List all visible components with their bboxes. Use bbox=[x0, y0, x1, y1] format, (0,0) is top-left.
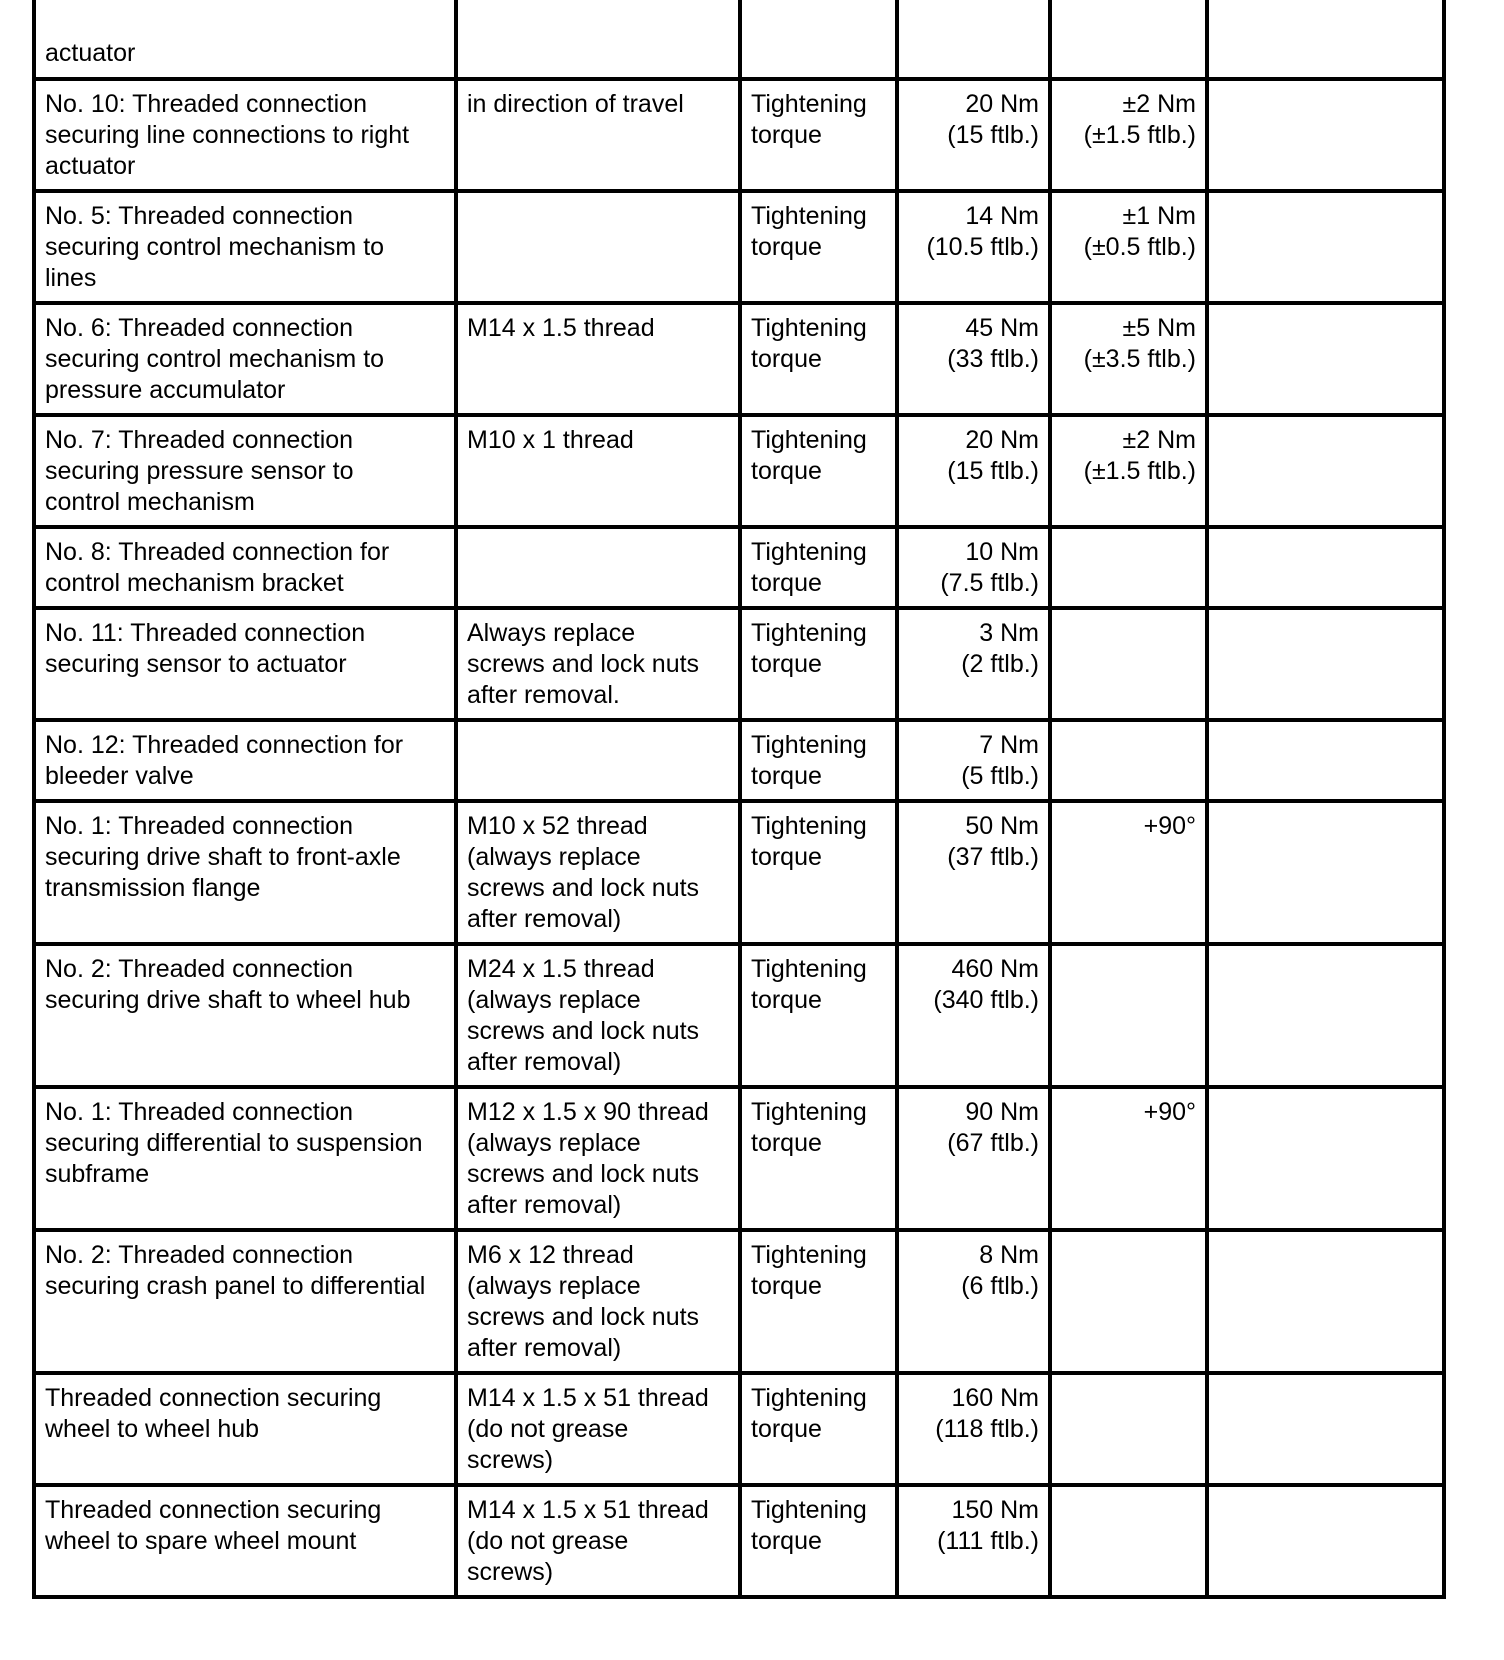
component-text-line: No. 12: Threaded connection for bbox=[45, 731, 404, 759]
table-row bbox=[34, 1230, 1444, 1373]
note-cell bbox=[456, 0, 740, 79]
note-text-line: after removal) bbox=[467, 905, 622, 933]
note-text-line: screws) bbox=[467, 1446, 554, 1474]
note-text-line: (always replace bbox=[467, 843, 641, 871]
note-text-line: (always replace bbox=[467, 986, 641, 1014]
spec-type-cell bbox=[740, 801, 897, 944]
spec-type-text-line: torque bbox=[751, 1415, 822, 1443]
note-text-line: M10 x 1 thread bbox=[467, 426, 634, 454]
torque-value-cell bbox=[897, 191, 1050, 303]
note-text-line: (do not grease bbox=[467, 1527, 629, 1555]
torque-value-text-line: 10 Nm bbox=[965, 538, 1039, 566]
component-text-line: actuator bbox=[45, 39, 136, 67]
component-text-line: securing crash panel to differential bbox=[45, 1272, 426, 1300]
torque-value-cell bbox=[897, 720, 1050, 801]
spec-type-cell bbox=[740, 527, 897, 608]
note-cell bbox=[456, 191, 740, 303]
component-text-line: securing line connections to right bbox=[45, 121, 410, 149]
component-text-line: No. 2: Threaded connection bbox=[45, 955, 354, 983]
table-row bbox=[34, 527, 1444, 608]
torque-value-cell bbox=[897, 303, 1050, 415]
torque-value-text-line: (10.5 ftlb.) bbox=[926, 233, 1039, 261]
note-text-line: screws) bbox=[467, 1558, 554, 1586]
component-text-line: lines bbox=[45, 264, 97, 292]
tolerance-cell bbox=[1050, 0, 1207, 79]
note-text-line: screws and lock nuts bbox=[467, 1017, 700, 1045]
tolerance-text-line: (±0.5 ftlb.) bbox=[1083, 233, 1196, 261]
component-text-line: No. 1: Threaded connection bbox=[45, 812, 354, 840]
extra-cell bbox=[1207, 944, 1444, 1087]
spec-type-text-line: torque bbox=[751, 1272, 822, 1300]
torque-value-cell bbox=[897, 1485, 1050, 1597]
torque-value-cell bbox=[897, 79, 1050, 191]
note-cell bbox=[456, 79, 740, 191]
spec-type-cell bbox=[740, 303, 897, 415]
note-text-line: M6 x 12 thread bbox=[467, 1241, 634, 1269]
note-cell bbox=[456, 303, 740, 415]
component-text-line: bleeder valve bbox=[45, 762, 194, 790]
spec-type-text-line: torque bbox=[751, 843, 822, 871]
torque-value-text-line: 150 Nm bbox=[951, 1496, 1039, 1524]
extra-cell bbox=[1207, 608, 1444, 720]
torque-value-text-line: (7.5 ftlb.) bbox=[940, 569, 1039, 597]
note-cell bbox=[456, 1087, 740, 1230]
component-text-line: securing sensor to actuator bbox=[45, 650, 347, 678]
tolerance-cell bbox=[1050, 720, 1207, 801]
component-cell bbox=[34, 944, 456, 1087]
note-text-line: (always replace bbox=[467, 1129, 641, 1157]
component-cell bbox=[34, 720, 456, 801]
torque-value-text-line: 160 Nm bbox=[951, 1384, 1039, 1412]
spec-type-cell bbox=[740, 79, 897, 191]
torque-value-text-line: (6 ftlb.) bbox=[961, 1272, 1039, 1300]
component-cell bbox=[34, 0, 456, 79]
torque-value-text-line: (67 ftlb.) bbox=[947, 1129, 1039, 1157]
table-row bbox=[34, 801, 1444, 944]
component-text-line: securing drive shaft to wheel hub bbox=[45, 986, 411, 1014]
note-text-line: (do not grease bbox=[467, 1415, 629, 1443]
note-cell bbox=[456, 415, 740, 527]
component-cell bbox=[34, 1485, 456, 1597]
component-text-line: securing control mechanism to bbox=[45, 233, 385, 261]
spec-type-cell bbox=[740, 0, 897, 79]
spec-type-text-line: Tightening bbox=[751, 1496, 867, 1524]
component-text-line: Threaded connection securing bbox=[45, 1384, 382, 1412]
spec-type-text-line: torque bbox=[751, 457, 822, 485]
note-cell bbox=[456, 801, 740, 944]
component-cell bbox=[34, 527, 456, 608]
spec-type-cell bbox=[740, 191, 897, 303]
table-body bbox=[34, 0, 1444, 1597]
table-row bbox=[34, 415, 1444, 527]
component-text-line: transmission flange bbox=[45, 874, 261, 902]
component-text-line: No. 1: Threaded connection bbox=[45, 1098, 354, 1126]
spec-type-text-line: torque bbox=[751, 650, 822, 678]
note-text-line: M14 x 1.5 x 51 thread bbox=[467, 1496, 709, 1524]
tolerance-text-line: +90° bbox=[1143, 812, 1196, 840]
extra-cell bbox=[1207, 191, 1444, 303]
tolerance-cell bbox=[1050, 303, 1207, 415]
note-cell bbox=[456, 1230, 740, 1373]
note-text-line: after removal) bbox=[467, 1334, 622, 1362]
spec-type-text-line: Tightening bbox=[751, 314, 867, 342]
spec-type-text-line: torque bbox=[751, 121, 822, 149]
tolerance-cell bbox=[1050, 527, 1207, 608]
spec-type-text-line: torque bbox=[751, 233, 822, 261]
torque-value-cell bbox=[897, 1230, 1050, 1373]
note-text-line: M14 x 1.5 thread bbox=[467, 314, 655, 342]
torque-value-text-line: (15 ftlb.) bbox=[947, 457, 1039, 485]
spec-type-text-line: Tightening bbox=[751, 1241, 867, 1269]
component-text-line: Threaded connection securing bbox=[45, 1496, 382, 1524]
extra-cell bbox=[1207, 415, 1444, 527]
tolerance-text-line: (±1.5 ftlb.) bbox=[1083, 121, 1196, 149]
extra-cell bbox=[1207, 1230, 1444, 1373]
table-row bbox=[34, 1373, 1444, 1485]
table-row bbox=[34, 191, 1444, 303]
extra-cell bbox=[1207, 79, 1444, 191]
component-cell bbox=[34, 191, 456, 303]
component-text-line: control mechanism bracket bbox=[45, 569, 344, 597]
spec-type-text-line: torque bbox=[751, 762, 822, 790]
table-row bbox=[34, 303, 1444, 415]
torque-value-text-line: 90 Nm bbox=[965, 1098, 1039, 1126]
tolerance-cell bbox=[1050, 608, 1207, 720]
table-row bbox=[34, 0, 1444, 79]
torque-specification-table bbox=[32, 0, 1446, 1599]
tolerance-text-line: +90° bbox=[1143, 1098, 1196, 1126]
note-text-line: screws and lock nuts bbox=[467, 874, 700, 902]
spec-type-text-line: Tightening bbox=[751, 955, 867, 983]
spec-type-text-line: Tightening bbox=[751, 619, 867, 647]
component-text-line: No. 10: Threaded connection bbox=[45, 90, 367, 118]
torque-value-text-line: (340 ftlb.) bbox=[933, 986, 1039, 1014]
extra-cell bbox=[1207, 801, 1444, 944]
table-row bbox=[34, 944, 1444, 1087]
torque-value-text-line: 20 Nm bbox=[965, 426, 1039, 454]
component-cell bbox=[34, 415, 456, 527]
spec-type-cell bbox=[740, 720, 897, 801]
note-text-line: M14 x 1.5 x 51 thread bbox=[467, 1384, 709, 1412]
extra-cell bbox=[1207, 1373, 1444, 1485]
spec-type-cell bbox=[740, 1087, 897, 1230]
tolerance-text-line: ±1 Nm bbox=[1122, 202, 1196, 230]
note-text-line: M10 x 52 thread bbox=[467, 812, 648, 840]
torque-value-text-line: 3 Nm bbox=[979, 619, 1039, 647]
torque-value-cell bbox=[897, 527, 1050, 608]
table-row bbox=[34, 1087, 1444, 1230]
component-cell bbox=[34, 1230, 456, 1373]
component-cell bbox=[34, 801, 456, 944]
component-text-line: control mechanism bbox=[45, 488, 255, 516]
table-row bbox=[34, 79, 1444, 191]
torque-value-text-line: (111 ftlb.) bbox=[937, 1527, 1039, 1555]
torque-value-text-line: 460 Nm bbox=[951, 955, 1039, 983]
torque-value-text-line: (5 ftlb.) bbox=[961, 762, 1039, 790]
component-cell bbox=[34, 303, 456, 415]
table-row bbox=[34, 608, 1444, 720]
spec-type-text-line: Tightening bbox=[751, 90, 867, 118]
note-text-line: (always replace bbox=[467, 1272, 641, 1300]
component-text-line: No. 6: Threaded connection bbox=[45, 314, 354, 342]
extra-cell bbox=[1207, 720, 1444, 801]
component-text-line: No. 8: Threaded connection for bbox=[45, 538, 390, 566]
torque-value-text-line: 20 Nm bbox=[965, 90, 1039, 118]
torque-value-text-line: 7 Nm bbox=[979, 731, 1039, 759]
tolerance-text-line: ±5 Nm bbox=[1122, 314, 1196, 342]
extra-cell bbox=[1207, 1087, 1444, 1230]
component-cell bbox=[34, 608, 456, 720]
torque-value-text-line: (118 ftlb.) bbox=[935, 1415, 1039, 1443]
torque-value-cell bbox=[897, 415, 1050, 527]
note-cell bbox=[456, 1485, 740, 1597]
spec-type-text-line: Tightening bbox=[751, 1384, 867, 1412]
note-cell bbox=[456, 527, 740, 608]
table-row bbox=[34, 1485, 1444, 1597]
note-text-line: screws and lock nuts bbox=[467, 1160, 700, 1188]
torque-value-cell bbox=[897, 608, 1050, 720]
spec-type-text-line: torque bbox=[751, 345, 822, 373]
component-cell bbox=[34, 1087, 456, 1230]
spec-type-cell bbox=[740, 1485, 897, 1597]
spec-type-text-line: torque bbox=[751, 569, 822, 597]
component-text-line: actuator bbox=[45, 152, 136, 180]
extra-cell bbox=[1207, 0, 1444, 79]
torque-value-text-line: (2 ftlb.) bbox=[961, 650, 1039, 678]
component-text-line: wheel to spare wheel mount bbox=[45, 1527, 357, 1555]
spec-type-text-line: Tightening bbox=[751, 538, 867, 566]
component-cell bbox=[34, 79, 456, 191]
note-text-line: after removal) bbox=[467, 1191, 622, 1219]
spec-type-cell bbox=[740, 944, 897, 1087]
tolerance-text-line: ±2 Nm bbox=[1122, 426, 1196, 454]
extra-cell bbox=[1207, 303, 1444, 415]
tolerance-cell bbox=[1050, 79, 1207, 191]
component-cell bbox=[34, 1373, 456, 1485]
note-text-line: in direction of travel bbox=[467, 90, 684, 118]
spec-type-text-line: Tightening bbox=[751, 426, 867, 454]
spec-type-text-line: Tightening bbox=[751, 1098, 867, 1126]
torque-value-cell bbox=[897, 1087, 1050, 1230]
note-text-line: M24 x 1.5 thread bbox=[467, 955, 655, 983]
component-text-line: No. 11: Threaded connection bbox=[45, 619, 366, 647]
torque-value-text-line: (33 ftlb.) bbox=[947, 345, 1039, 373]
torque-value-text-line: 8 Nm bbox=[979, 1241, 1039, 1269]
torque-value-cell bbox=[897, 1373, 1050, 1485]
tolerance-cell bbox=[1050, 191, 1207, 303]
component-text-line: wheel to wheel hub bbox=[45, 1415, 260, 1443]
note-text-line: after removal. bbox=[467, 681, 620, 709]
torque-value-cell bbox=[897, 944, 1050, 1087]
torque-value-text-line: (37 ftlb.) bbox=[947, 843, 1039, 871]
table-row bbox=[34, 720, 1444, 801]
tolerance-cell bbox=[1050, 1230, 1207, 1373]
note-text-line: screws and lock nuts bbox=[467, 1303, 700, 1331]
component-text-line: securing differential to suspension bbox=[45, 1129, 423, 1157]
torque-value-text-line: (15 ftlb.) bbox=[947, 121, 1039, 149]
torque-value-text-line: 50 Nm bbox=[965, 812, 1039, 840]
torque-value-cell bbox=[897, 801, 1050, 944]
note-cell bbox=[456, 608, 740, 720]
component-text-line: No. 7: Threaded connection bbox=[45, 426, 354, 454]
component-text-line: securing pressure sensor to bbox=[45, 457, 354, 485]
spec-type-cell bbox=[740, 1373, 897, 1485]
note-cell bbox=[456, 944, 740, 1087]
tolerance-cell bbox=[1050, 1485, 1207, 1597]
note-text-line: after removal) bbox=[467, 1048, 622, 1076]
tolerance-text-line: ±2 Nm bbox=[1122, 90, 1196, 118]
torque-value-cell bbox=[897, 0, 1050, 79]
note-cell bbox=[456, 720, 740, 801]
spec-type-text-line: torque bbox=[751, 1129, 822, 1157]
spec-type-text-line: Tightening bbox=[751, 731, 867, 759]
torque-value-text-line: 45 Nm bbox=[965, 314, 1039, 342]
component-text-line: No. 2: Threaded connection bbox=[45, 1241, 354, 1269]
note-text-line: screws and lock nuts bbox=[467, 650, 700, 678]
tolerance-text-line: (±1.5 ftlb.) bbox=[1083, 457, 1196, 485]
extra-cell bbox=[1207, 527, 1444, 608]
document-page bbox=[32, 0, 1442, 1599]
tolerance-cell bbox=[1050, 944, 1207, 1087]
spec-type-cell bbox=[740, 608, 897, 720]
component-text-line: subframe bbox=[45, 1160, 150, 1188]
spec-type-cell bbox=[740, 415, 897, 527]
spec-type-text-line: torque bbox=[751, 1527, 822, 1555]
spec-type-text-line: torque bbox=[751, 986, 822, 1014]
note-cell bbox=[456, 1373, 740, 1485]
component-text-line: No. 5: Threaded connection bbox=[45, 202, 354, 230]
tolerance-cell bbox=[1050, 1373, 1207, 1485]
spec-type-text-line: Tightening bbox=[751, 812, 867, 840]
tolerance-text-line: (±3.5 ftlb.) bbox=[1083, 345, 1196, 373]
torque-value-text-line: 14 Nm bbox=[965, 202, 1039, 230]
tolerance-cell bbox=[1050, 415, 1207, 527]
note-text-line: Always replace bbox=[467, 619, 636, 647]
spec-type-text-line: Tightening bbox=[751, 202, 867, 230]
extra-cell bbox=[1207, 1485, 1444, 1597]
tolerance-cell bbox=[1050, 801, 1207, 944]
component-text-line: securing control mechanism to bbox=[45, 345, 385, 373]
component-text-line: pressure accumulator bbox=[45, 376, 286, 404]
spec-type-cell bbox=[740, 1230, 897, 1373]
note-text-line: M12 x 1.5 x 90 thread bbox=[467, 1098, 709, 1126]
tolerance-cell bbox=[1050, 1087, 1207, 1230]
component-text-line: securing drive shaft to front-axle bbox=[45, 843, 401, 871]
